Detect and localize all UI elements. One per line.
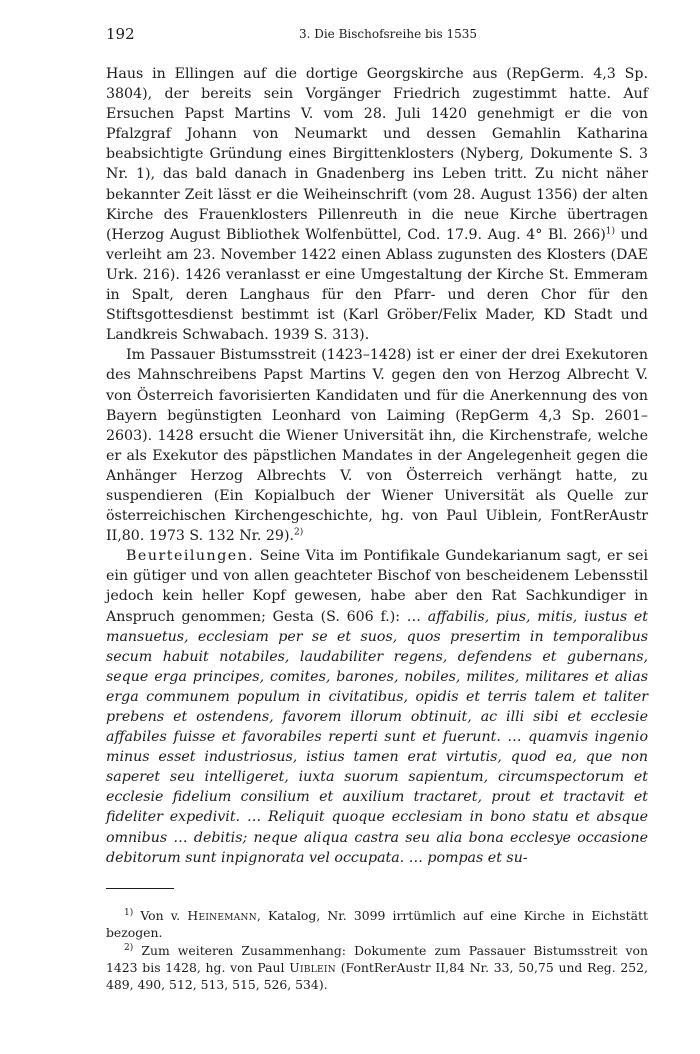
running-head — [106, 25, 650, 45]
footnote-1-author: Heinemann — [187, 907, 257, 923]
footnote-2-author: Uiblein — [289, 959, 336, 975]
chapter-title: 3. Die Bischofsreihe bis 1535 — [298, 27, 478, 41]
page-number: 192 — [106, 25, 135, 43]
footnote-ref-2: 2) — [293, 527, 304, 538]
footnote-2-pre: Zum weiteren Zusammenhang: Dokumente zum Passauer Bistumsstreit von 1423 bis 1428, hg. von Paul — [106, 942, 648, 975]
section-lead-beurteilungen: Beurteilungen. — [126, 548, 255, 565]
main-text — [106, 64, 648, 994]
footnote-1 — [106, 907, 648, 942]
footnote-2 — [106, 942, 648, 994]
footnote-divider — [106, 888, 174, 889]
paragraph-1 — [106, 64, 648, 345]
latin-quotation: affabilis, pius, mitis, iustus et mansuetus, ecclesiam per se et suos, quos presertim in temporalibus secum habuit notabiles, laudabiliter regens, defendens et gubernans, seque erga principes, comites, barones, nobiles, milites, militares et alias erga communem populum in civitatibus, opidis et terris talem et taliter prebens et ostendens, favorem illorum obtinuit, ac illi sibi et ecclesie affabiles fuisse et favorabiles reperti sunt et fuerunt. … quamvis ingenio minus esset industriosus, istius tamen erat virtutis, quod ea, que non saperet seu intelligeret, iuxta suorum sapientum, circumspectorum et ecclesie fidelium consilium et auxilium tractaret, prout et tractavit et fideliter expedivit. … Reliquit quoque ecclesiam in bono statu et absque omnibus … debitis; neque aliqua castra seu alia bona ecclesye occasione debitorum sunt inpignorata vel occupata. … pompas et su- — [106, 608, 649, 866]
footnote-2-post: (FontRerAustr II,84 Nr. 33, 50,75 und Reg. 252, 489, 490, 512, 513, 515, 526, 534). — [106, 959, 648, 993]
footnote-1-pre: Von v. — [133, 907, 188, 923]
paragraph-2-text: Im Passauer Bistumsstreit (1423–1428) ist er einer der drei Exekutoren des Mahnschreibens Papst Martins V. gegen den von Herzog Albrecht V. von Österreich favorisierten Kandidaten und für die Anerkennung des von Bayern begünstigten Leonhard von Laiming (RepGerm 4,3 Sp. 2601–2603). 1428 ersucht die Wiener Universität ihn, die Kirchenstrafe, welche er als Exekutor des päpstlichen Mandates in der Angelegenheit gegen die Anhänger Herzog Albrechts V. von Österreich verhängt hatte, zu suspendieren (Ein Kopialbuch der Wiener Universität als Quelle zur österreichischen Kirchengeschichte, hg. von Paul Uiblein, FontRerAustr II,80. 1973 S. 132 Nr. 29). — [106, 347, 648, 545]
paragraph-3-text: Seine Vita im Pontifikale Gundekarianum sagt, er sei ein gütiger und von allen geachteter Bischof von bescheidenem Lebensstil jedoch kein heller Kopf gewesen, habe aber den Rat Sachkundiger in Anspruch genommen; Gesta (S. 606 f.): … — [106, 548, 648, 625]
paragraph-1-text-b: und verleiht am 23. November 1422 einen Ablass zugunsten des Klosters (DAE Urk. 216). 1426 veranlasst er eine Umgestaltung der Kirche St. Emmeram in Spalt, deren Langhaus für den Pfarr- und deren Chor für den Stiftsgottesdienst bestimmt ist (Karl Gröber/Felix Mader, KD Stadt und Landkreis Schwabach. 1939 S. 313). — [106, 226, 649, 344]
footnote-1-mark: 1) — [124, 907, 134, 918]
footnote-1-post: , Katalog, Nr. 3099 irrtümlich auf eine Kirche in Eichstätt bezogen. — [106, 907, 648, 941]
paragraph-3 — [106, 546, 648, 868]
footnote-ref-1: 1) — [605, 226, 616, 237]
paragraph-1-text-a: Haus in Ellingen auf die dortige Georgskirche aus (RepGerm. 4,3 Sp. 3804), der bereits sein Vorgänger Friedrich zugestimmt hatte. Auf Ersuchen Papst Martins V. vom 28. Juli 1420 genehmigt er die von Pfalzgraf Johann von Neumarkt und dessen Gemahlin Katharina beabsichtigte Gründung eines Birgittenklosters (Nyberg, Dokumente S. 3 Nr. 1), das bald danach in Gnadenberg ins Leben tritt. Zu nicht näher bekannter Zeit lässt er die Weiheinschrift (vom 28. August 1356) der alten Kirche des Frauenklosters Pillenreuth in die neue Kirche übertragen (Herzog August Bibliothek Wolfenbüttel, Cod. 17.9. Aug. 4° Bl. 266) — [106, 66, 648, 243]
footnote-2-mark: 2) — [124, 942, 134, 953]
paragraph-2 — [106, 345, 648, 546]
